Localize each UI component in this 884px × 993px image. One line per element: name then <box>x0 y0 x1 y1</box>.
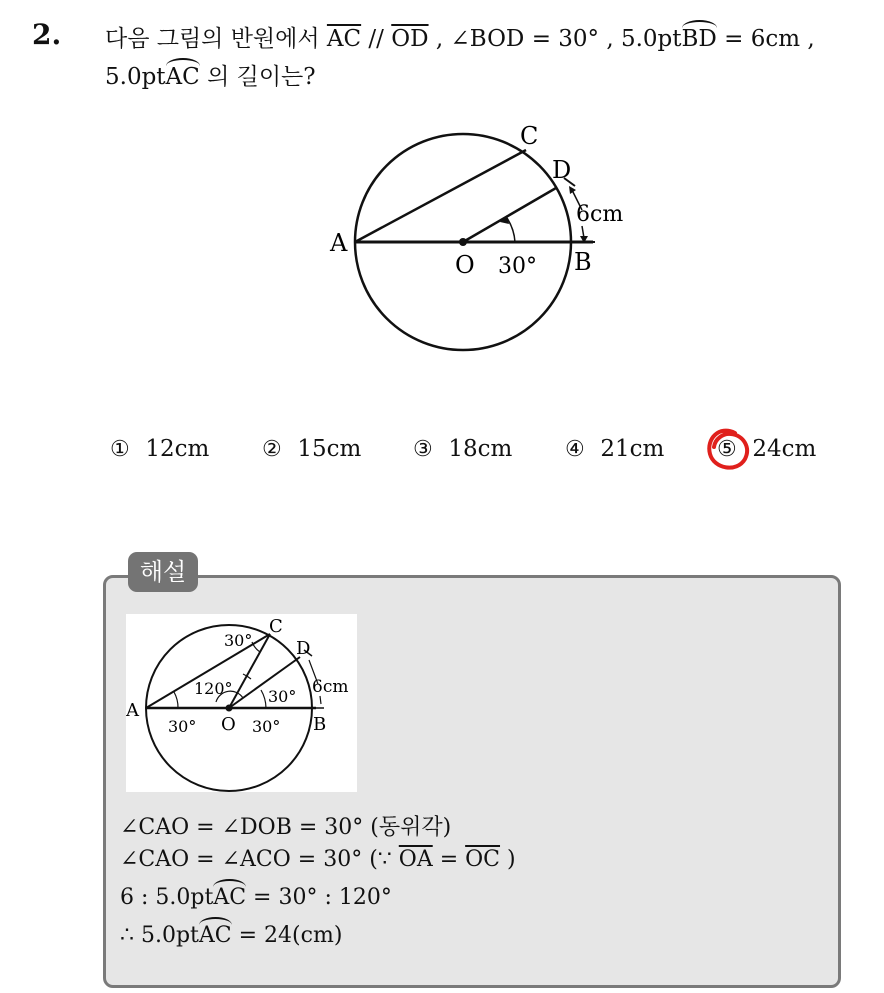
sol-label-c: C <box>269 616 283 637</box>
sol-angle-c: 30° <box>224 631 253 650</box>
angle-condition: , ∠BOD = 30° , 5.0pt <box>428 26 682 52</box>
choice-5-text: 24cm <box>752 436 817 462</box>
question-text: 다음 그림의 반원에서 <box>105 26 327 52</box>
segment-oa: $\overline{OA}$ <box>398 847 433 872</box>
choice-1-text: 12cm <box>145 436 210 462</box>
sol-arc-o1 <box>261 690 266 708</box>
sol-line2-eq: = <box>432 847 466 872</box>
segment-oc: $\overline{OC}$ <box>465 847 501 872</box>
question-line-2 <box>105 58 316 91</box>
choice-4[interactable] <box>565 436 664 462</box>
solution-line-1: ∠CAO = ∠DOB = 30° (동위각) <box>120 815 452 840</box>
solution-tag: 해설 <box>128 552 198 592</box>
choice-2[interactable] <box>262 436 361 462</box>
segment-ac: $\overline{AC}$ <box>326 26 362 52</box>
choice-3-text: 18cm <box>448 436 513 462</box>
sol-label-o: O <box>221 714 236 735</box>
answer-choices <box>0 436 884 476</box>
sol-angle-d: 30° <box>268 687 297 706</box>
choice-2-text: 15cm <box>297 436 362 462</box>
sol-length: 6cm <box>312 677 349 697</box>
parallel-sign: // <box>361 26 392 52</box>
angle-label: 30° <box>498 254 537 279</box>
radius-od <box>463 188 556 242</box>
sol-center <box>226 705 233 712</box>
solution-line-2 <box>120 847 516 872</box>
solution-line-4 <box>120 923 342 948</box>
length-condition: = 6cm , <box>716 26 815 52</box>
choice-5-mark: ⑤ <box>717 437 737 462</box>
choice-3-mark: ③ <box>413 437 433 462</box>
question-figure <box>320 118 650 363</box>
solution-figure <box>126 614 357 792</box>
label-b: B <box>574 248 592 276</box>
choice-2-mark: ② <box>262 437 282 462</box>
solution-line-3 <box>120 885 392 910</box>
sol-arc-ac-1: AC <box>213 885 247 910</box>
question-number: 2. <box>32 18 62 51</box>
question-ask: 의 길이는? <box>199 64 316 90</box>
chord-ac <box>355 150 526 242</box>
sol-arc-a <box>174 692 178 708</box>
arrowhead-top <box>569 186 576 194</box>
sol-label-b: B <box>313 714 327 735</box>
label-a: A <box>330 229 348 257</box>
arc-ac: AC <box>165 64 200 90</box>
segment-od: $\overline{OD}$ <box>391 26 429 52</box>
choice-4-mark: ④ <box>565 437 585 462</box>
length-label: 6cm <box>576 202 624 227</box>
sol-line4-pre: ∴ 5.0pt <box>120 923 199 948</box>
label-o: O <box>455 251 475 279</box>
arc-bd: BD <box>681 26 717 52</box>
question-prefix: 5.0pt <box>105 64 166 90</box>
choice-1-mark: ① <box>110 437 130 462</box>
sol-arc-ac-2: AC <box>198 923 232 948</box>
sol-line2-post: ) <box>500 847 516 872</box>
choice-1[interactable] <box>110 436 209 462</box>
sol-line2-pre: ∠CAO = ∠ACO = 30° (∵ <box>120 847 399 872</box>
sol-line3-pre: 6 : 5.0pt <box>120 885 214 910</box>
label-c: C <box>520 122 539 150</box>
sol-label-a: A <box>126 700 139 721</box>
choice-4-text: 21cm <box>600 436 665 462</box>
sol-line3-post: = 30° : 120° <box>246 885 392 910</box>
sol-label-d: D <box>296 638 311 659</box>
sol-line4-post: = 24(cm) <box>231 923 343 948</box>
center-point <box>459 238 467 246</box>
sol-angle-120: 120° <box>194 679 233 698</box>
correct-answer-circle <box>705 427 751 473</box>
label-d: D <box>552 156 572 184</box>
question-line-1 <box>105 20 815 53</box>
choice-3[interactable] <box>413 436 512 462</box>
sol-angle-b: 30° <box>252 717 281 736</box>
sol-angle-a: 30° <box>168 717 197 736</box>
